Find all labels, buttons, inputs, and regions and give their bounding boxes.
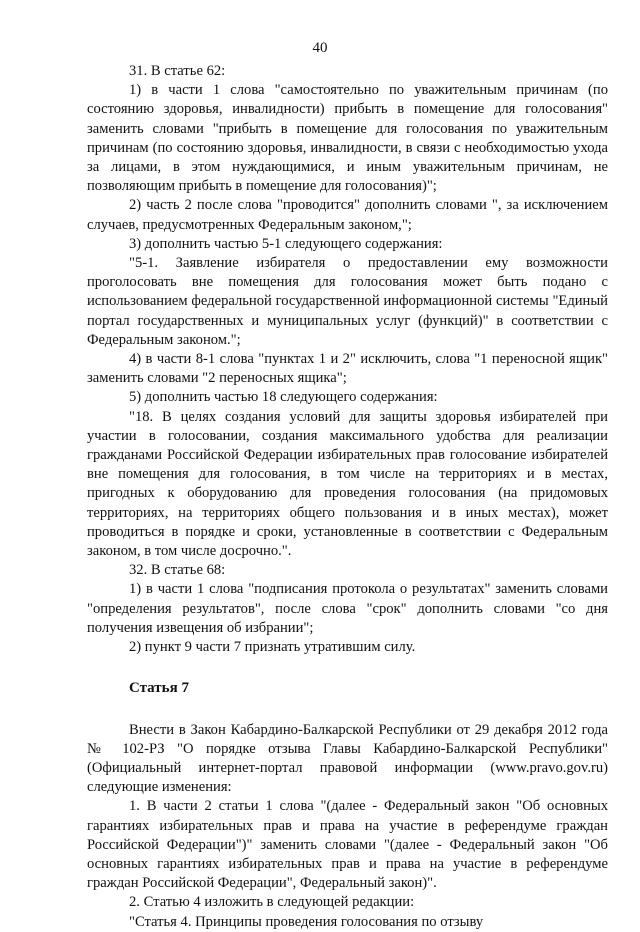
paragraph: 32. В статье 68: [129,562,226,579]
paragraph: Внести в Закон Кабардино-Балкарской Республики от 29 декабря 2012 года № 102-РЗ "О порядке отзыва Главы Кабардино-Балкарской Республики" (Официальный интернет-портал правовой информации (www.pravo.gov.ru) следующие изменения: [87,721,608,796]
article-heading: Статья 7 [129,680,189,697]
paragraph: 4) в части 8-1 слова "пунктах 1 и 2" исключить, слова "1 переносной ящик" заменить словами "2 переносных ящика"; [87,351,608,387]
paragraph: 5) дополнить частью 18 следующего содержания: [129,389,438,406]
paragraph: 1) в части 1 слова "самостоятельно по уважительным причинам (по состоянию здоровья, инвалидности) прибыть в помещение для голосования" заменить словами "прибыть в помещение для голосования по уважительным причинам (по состоянию здоровья, инвалидности, в связи с необходимостью ухода за лицами, в этом нуждающимися, и иным уважительным причинам, не позволяющим прибыть в помещение для голосования)"; [87,82,608,195]
paragraph: 2) часть 2 после слова "проводится" дополнить словами ", за исключением случаев, предусмотренных Федеральным законом,"; [87,197,608,233]
paragraph: "5-1. Заявление избирателя о предоставлении ему возможности проголосовать вне помещения для голосования может быть подано с использованием федеральной государственной информационной системы "Единый портал государственных и муниципальных услуг (функций)" в соответствии с Федеральным законом."; [87,255,608,348]
page-number: 40 [312,40,328,56]
paragraph: "18. В целях создания условий для защиты здоровья избирателей при участии в голосовании, создания максимального удобства для реализации гражданами Российской Федерации избирательных прав голосование избирателей вне помещения для голосования, в том числе на территориях и в местах, пригодных к оборудованию для проведения голосования (на придомовых территориях, на территориях общего пользования и в иных местах), может проводиться в порядке и сроки, установленные в соответствии с Федеральным законом, в том числе досрочно.". [87,408,608,560]
paragraph: 31. В статье 62: [129,63,226,79]
paragraph: 2) пункт 9 части 7 признать утратившим силу. [129,639,416,656]
paragraph: 1. В части 2 статьи 1 слова "(далее - Федеральный закон "Об основных гарантиях избирательных прав и права на участие в референдуме граждан Российской Федерации")" заменить словами "(далее - Федеральный закон "Об основных гарантиях избирательных прав и права на участие в референдуме граждан Российской Федерации", Федеральный закон)". [87,798,608,892]
paragraph: "Статья 4. Принципы проведения голосования по отзыву [129,913,484,930]
paragraph: 2. Статью 4 изложить в следующей редакции: [129,894,415,911]
paragraph: 3) дополнить частью 5-1 следующего содержания: [129,235,443,252]
paragraph: 1) в части 1 слова "подписания протокола о результатах" заменить словами "определения результатов", после слова "срок" дополнить словами "со дня получения извещения об избрании"; [87,581,608,636]
document-body [87,62,608,932]
